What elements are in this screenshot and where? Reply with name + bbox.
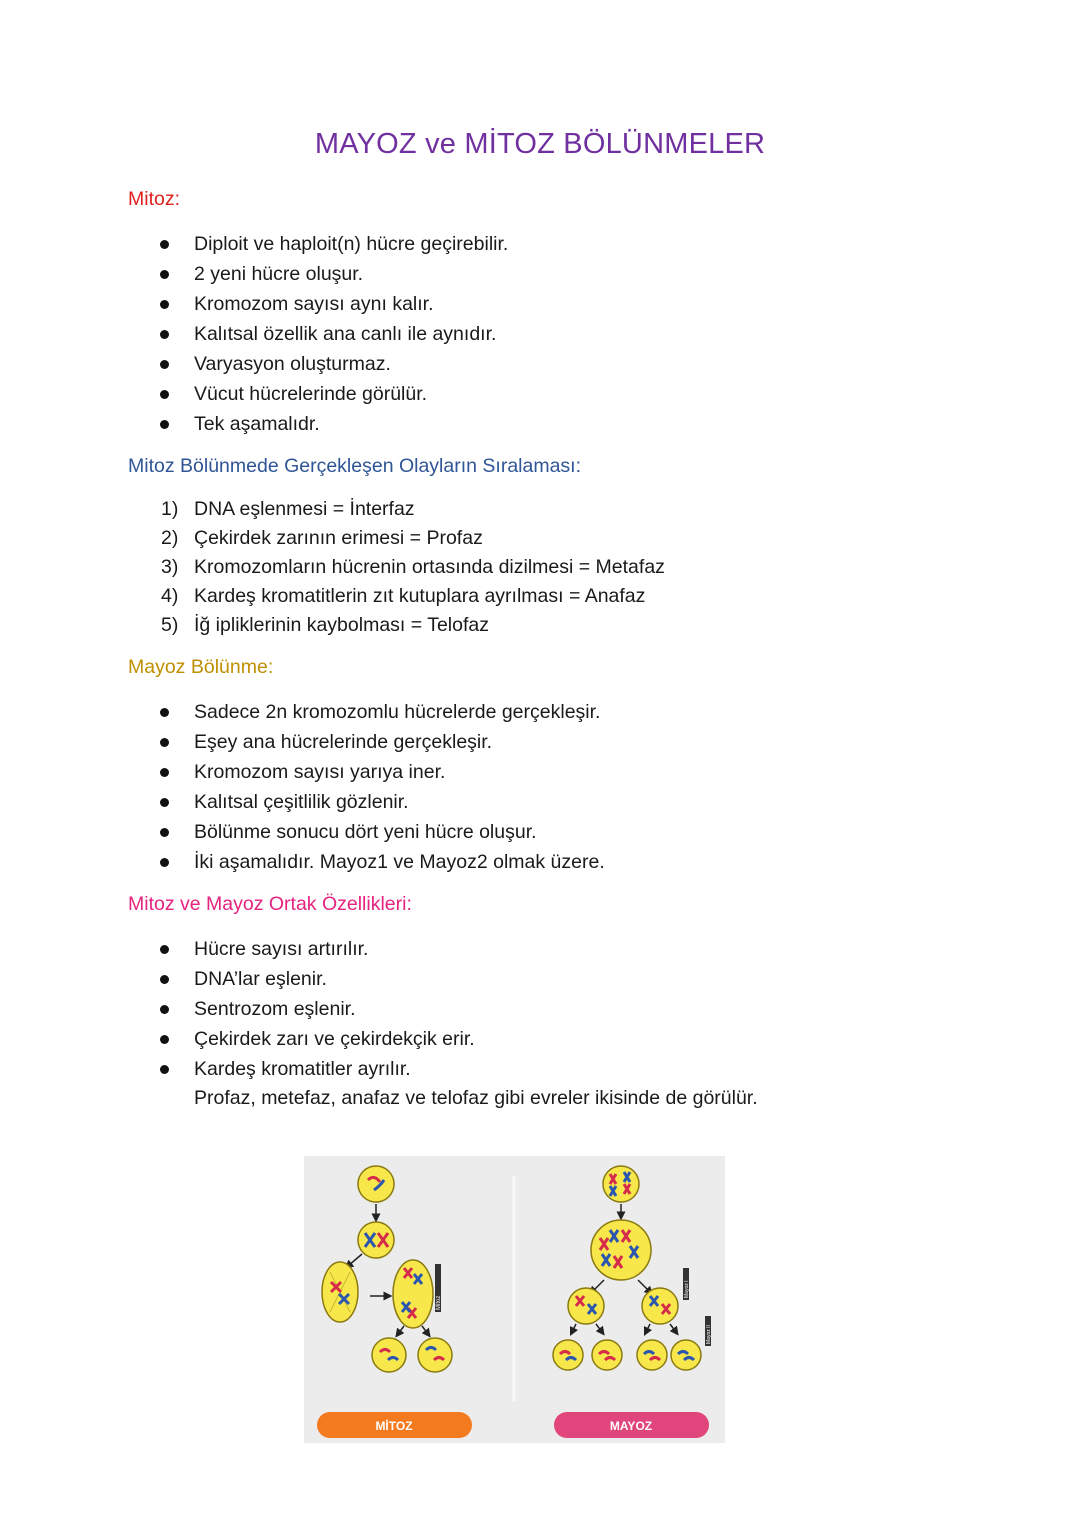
list-item: 1) DNA eşlenmesi = İnterfaz xyxy=(161,498,415,520)
list-item: İki aşamalıdır. Mayoz1 ve Mayoz2 olmak üzere. xyxy=(0,847,605,877)
list-item: 5) İğ ipliklerinin kaybolması = Telofaz xyxy=(161,614,489,636)
bullet-icon xyxy=(160,945,169,954)
page-title: MAYOZ ve MİTOZ BÖLÜNMELER xyxy=(314,128,766,160)
bullet-icon xyxy=(160,708,169,717)
list-item: Hücre sayısı artırılır. xyxy=(0,934,475,964)
bullet-icon xyxy=(160,738,169,747)
list-item: Kromozom sayısı aynı kalır. xyxy=(0,289,508,319)
bullet-icon xyxy=(160,240,169,249)
bullet-icon xyxy=(160,270,169,279)
list-item: DNA’lar eşlenir. xyxy=(0,964,475,994)
bullet-icon xyxy=(160,1005,169,1014)
list-item: 3) Kromozomların hücrenin ortasında dizilmesi = Metafaz xyxy=(161,556,665,578)
list-item: 4) Kardeş kromatitlerin zıt kutuplara ayrılması = Anafaz xyxy=(161,585,646,607)
mayoz1-side-label: Mayoz I xyxy=(684,1280,690,1298)
mayoz-diagram xyxy=(553,1166,712,1438)
mitoz-side-label: Mitoz xyxy=(436,1295,442,1310)
mayoz-list xyxy=(0,697,605,877)
list-item: Kalıtsal çeşitlilik gözlenir. xyxy=(0,787,605,817)
list-item: Sentrozom eşlenir. xyxy=(0,994,475,1024)
list-item: Vücut hücrelerinde görülür. xyxy=(0,379,508,409)
mitoz-heading: Mitoz: xyxy=(128,188,181,210)
mitoz-order-heading: Mitoz Bölünmede Gerçekleşen Olayların Sıralaması: xyxy=(128,455,582,477)
common-heading: Mitoz ve Mayoz Ortak Özellikleri: xyxy=(128,893,412,915)
bullet-icon xyxy=(160,420,169,429)
list-item: Diploit ve haploit(n) hücre geçirebilir. xyxy=(0,229,508,259)
division-diagram-svg xyxy=(304,1156,725,1443)
bullet-icon xyxy=(160,360,169,369)
list-item: Tek aşamalıdr. xyxy=(0,409,508,439)
list-item: Varyasyon oluşturmaz. xyxy=(0,349,508,379)
list-item: Çekirdek zarı ve çekirdekçik erir. xyxy=(0,1024,475,1054)
common-list xyxy=(0,934,475,1084)
list-item: Kardeş kromatitler ayrılır. xyxy=(0,1054,475,1084)
bullet-icon xyxy=(160,798,169,807)
bullet-icon xyxy=(160,1065,169,1074)
list-item: 2) Çekirdek zarının erimesi = Profaz xyxy=(161,527,483,549)
mayoz2-side-label: Mayoz II xyxy=(706,1325,712,1344)
mitoz-order-list xyxy=(0,495,665,640)
mitoz-label: MİTOZ xyxy=(375,1419,413,1433)
bullet-icon xyxy=(160,1035,169,1044)
bullet-icon xyxy=(160,975,169,984)
list-item: 2 yeni hücre oluşur. xyxy=(0,259,508,289)
list-item: Kalıtsal özellik ana canlı ile aynıdır. xyxy=(0,319,508,349)
list-item: Eşey ana hücrelerinde gerçekleşir. xyxy=(0,727,605,757)
division-diagram xyxy=(304,1156,725,1443)
list-item: Kromozom sayısı yarıya iner. xyxy=(0,757,605,787)
mitoz-diagram xyxy=(317,1166,472,1438)
list-item: Sadece 2n kromozomlu hücrelerde gerçekleşir. xyxy=(0,697,605,727)
mayoz-heading: Mayoz Bölünme: xyxy=(128,656,274,678)
mitoz-list xyxy=(0,229,508,439)
bullet-icon xyxy=(160,858,169,867)
mayoz-label: MAYOZ xyxy=(609,1419,653,1433)
bullet-icon xyxy=(160,300,169,309)
bullet-icon xyxy=(160,828,169,837)
list-item: Bölünme sonucu dört yeni hücre oluşur. xyxy=(0,817,605,847)
bullet-icon xyxy=(160,330,169,339)
common-extra-note: Profaz, metefaz, anafaz ve telofaz gibi evreler ikisinde de görülür. xyxy=(194,1087,758,1109)
bullet-icon xyxy=(160,390,169,399)
bullet-icon xyxy=(160,768,169,777)
